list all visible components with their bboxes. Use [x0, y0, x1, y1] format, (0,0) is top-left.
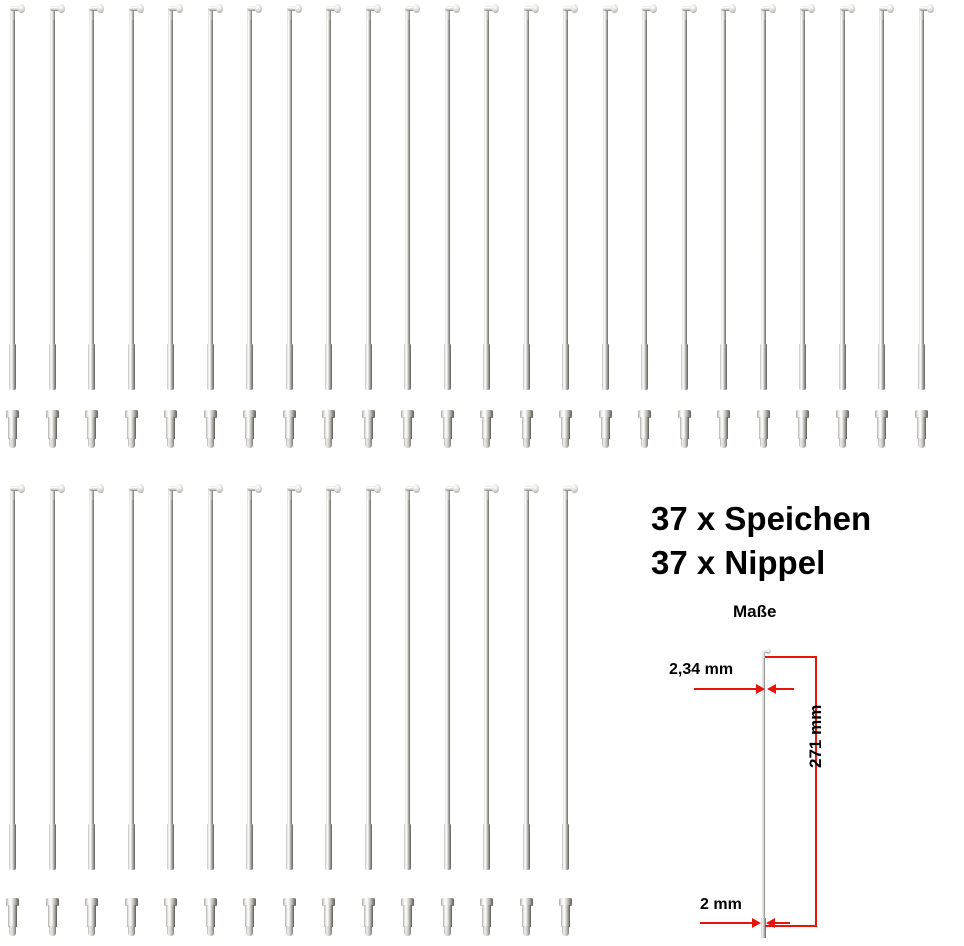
- nipple: [401, 410, 414, 448]
- spoke-thread: [246, 344, 253, 390]
- nipple-tip: [523, 438, 530, 448]
- nipple-body: [917, 417, 926, 439]
- spoke: [48, 4, 57, 390]
- nipple: [85, 898, 98, 936]
- nipple-tip: [246, 926, 253, 936]
- spoke-head-icon: [58, 484, 65, 493]
- nipple-tip: [325, 926, 332, 936]
- nipple-body: [443, 417, 452, 439]
- dimension-label-length: 271 mm: [806, 704, 825, 768]
- spoke-thread: [88, 344, 95, 390]
- nipple: [362, 410, 375, 448]
- spoke-shaft: [326, 14, 331, 390]
- spoke-shaft: [405, 14, 410, 390]
- spoke-head-icon: [690, 4, 697, 13]
- nipple-body: [561, 905, 570, 927]
- spoke-shaft: [762, 658, 765, 923]
- spoke-head-icon: [769, 4, 776, 13]
- spoke-shaft: [287, 494, 292, 870]
- spoke-head-icon: [374, 484, 381, 493]
- nipple-body: [482, 905, 491, 927]
- dimension-line-head-offset: [694, 688, 756, 690]
- spoke-shaft: [10, 14, 15, 390]
- spoke-thread: [404, 344, 411, 390]
- spoke: [87, 4, 96, 390]
- spoke-head-icon: [176, 484, 183, 493]
- dimension-line-thread: [700, 922, 756, 924]
- spoke: [48, 484, 57, 870]
- spoke-shaft: [642, 14, 647, 390]
- spoke-head-icon: [571, 4, 578, 13]
- nipple: [243, 898, 256, 936]
- spoke-head-icon: [374, 4, 381, 13]
- nipple-tip: [404, 438, 411, 448]
- spoke: [640, 4, 649, 390]
- nipple-tip: [839, 438, 846, 448]
- spoke-shaft: [129, 494, 134, 870]
- nipple-tip: [88, 438, 95, 448]
- spoke-head-icon: [887, 4, 894, 13]
- spoke-shaft: [563, 494, 568, 870]
- nipple: [6, 898, 19, 936]
- dimension-arrow-thread-right: [752, 918, 761, 928]
- nipple: [836, 410, 849, 448]
- spoke-thread: [286, 824, 293, 870]
- spoke-head-icon: [729, 4, 736, 13]
- nipple: [85, 410, 98, 448]
- nipple: [875, 410, 888, 448]
- spoke-thread: [167, 344, 174, 390]
- spoke-shaft: [326, 494, 331, 870]
- nipple: [757, 410, 770, 448]
- nipple-tip: [523, 926, 530, 936]
- spoke-thread: [365, 824, 372, 870]
- spoke-shaft: [287, 14, 292, 390]
- nipple-body: [324, 905, 333, 927]
- spoke-thread: [365, 344, 372, 390]
- spoke: [601, 4, 610, 390]
- spoke-thread: [483, 824, 490, 870]
- nipple-tip: [88, 926, 95, 936]
- spoke-head-icon: [571, 484, 578, 493]
- spoke: [719, 4, 728, 390]
- nipple-body: [324, 417, 333, 439]
- spoke-thread: [483, 344, 490, 390]
- nipple: [362, 898, 375, 936]
- nipple-body: [8, 417, 17, 439]
- spoke: [324, 4, 333, 390]
- nipple-body: [680, 417, 689, 439]
- spoke: [482, 484, 491, 870]
- nipple: [520, 898, 533, 936]
- spoke-thread: [128, 824, 135, 870]
- spoke-thread: [799, 344, 806, 390]
- nipple: [204, 410, 217, 448]
- nipple-body: [245, 417, 254, 439]
- measurements-label: Maße: [733, 602, 777, 621]
- spoke: [285, 4, 294, 390]
- spoke-thread: [444, 824, 451, 870]
- nipple: [322, 898, 335, 936]
- spoke-head-icon: [453, 4, 460, 13]
- spoke-thread: [562, 344, 569, 390]
- spoke-shaft: [524, 494, 529, 870]
- dimension-arrow-thread-left: [766, 918, 775, 928]
- spoke: [877, 4, 886, 390]
- spoke: [127, 4, 136, 390]
- nipple: [125, 898, 138, 936]
- nipple-body: [206, 905, 215, 927]
- spoke: [8, 4, 17, 390]
- nipple-body: [285, 905, 294, 927]
- nipple-tip: [365, 926, 372, 936]
- nipple-body: [166, 417, 175, 439]
- spoke: [166, 4, 175, 390]
- spoke-thread: [49, 344, 56, 390]
- spoke-head-icon: [295, 484, 302, 493]
- nipple-body: [245, 905, 254, 927]
- spoke: [206, 484, 215, 870]
- spoke-thread: [9, 344, 16, 390]
- spoke-head-icon: [137, 484, 144, 493]
- spoke: [482, 4, 491, 390]
- nipple: [204, 898, 217, 936]
- spoke-shaft: [366, 494, 371, 870]
- nipple-body: [87, 905, 96, 927]
- spoke-thread: [9, 824, 16, 870]
- nipple-body: [8, 905, 17, 927]
- spoke-head-icon: [216, 484, 223, 493]
- spoke-thread: [839, 344, 846, 390]
- spoke: [561, 484, 570, 870]
- spoke-head-icon: [18, 4, 25, 13]
- nipple: [638, 410, 651, 448]
- nipple-body: [443, 905, 452, 927]
- nipple: [441, 898, 454, 936]
- nipple-body: [127, 417, 136, 439]
- nipple-body: [48, 417, 57, 439]
- nipple-body: [364, 417, 373, 439]
- spoke-shaft: [445, 494, 450, 870]
- nipple-tip: [365, 438, 372, 448]
- spoke: [127, 484, 136, 870]
- spoke-head-icon: [650, 4, 657, 13]
- nipple: [283, 410, 296, 448]
- spoke-shaft: [800, 14, 805, 390]
- nipple-tip: [681, 438, 688, 448]
- spoke: [561, 4, 570, 390]
- spoke: [917, 4, 926, 390]
- nipple: [401, 898, 414, 936]
- spoke-thread: [128, 344, 135, 390]
- nipple: [283, 898, 296, 936]
- spoke: [403, 484, 412, 870]
- nipple: [322, 410, 335, 448]
- spoke-shaft: [208, 494, 213, 870]
- spoke-thread: [602, 344, 609, 390]
- spoke-thread: [88, 824, 95, 870]
- dimension-line-head-offset-inner: [776, 688, 794, 690]
- spoke-shaft: [879, 14, 884, 390]
- nipple: [164, 898, 177, 936]
- nipple: [480, 898, 493, 936]
- nipple-tip: [286, 926, 293, 936]
- spoke-shaft: [524, 14, 529, 390]
- nipple-body: [403, 905, 412, 927]
- spoke-head-icon: [334, 484, 341, 493]
- spoke: [522, 484, 531, 870]
- nipple-body: [285, 417, 294, 439]
- spoke-shaft: [50, 14, 55, 390]
- nipple-body: [364, 905, 373, 927]
- nipple-body: [482, 417, 491, 439]
- nipple: [915, 410, 928, 448]
- nipple-body: [522, 417, 531, 439]
- nipple-tip: [207, 926, 214, 936]
- product-title-spokes: 37 x Speichen: [651, 500, 872, 537]
- spoke: [443, 4, 452, 390]
- spoke-shaft: [603, 14, 608, 390]
- dimension-tick-top: [765, 656, 817, 658]
- nipple-body: [403, 417, 412, 439]
- nipple-body: [87, 417, 96, 439]
- spoke-head-icon: [927, 4, 934, 13]
- nipple-tip: [720, 438, 727, 448]
- spoke-thread: [681, 344, 688, 390]
- nipple-body: [877, 417, 886, 439]
- spoke-shaft: [484, 14, 489, 390]
- nipple-body: [561, 417, 570, 439]
- nipple-tip: [444, 438, 451, 448]
- spoke: [443, 484, 452, 870]
- spoke-head-icon: [848, 4, 855, 13]
- spoke-thread: [720, 344, 727, 390]
- nipple-tip: [562, 438, 569, 448]
- spoke-shaft: [919, 14, 924, 390]
- nipple-tip: [799, 438, 806, 448]
- nipple: [678, 410, 691, 448]
- nipple-body: [601, 417, 610, 439]
- nipple: [243, 410, 256, 448]
- spoke: [522, 4, 531, 390]
- spoke-shaft: [10, 494, 15, 870]
- spoke-head-icon: [492, 4, 499, 13]
- spoke-shaft: [682, 14, 687, 390]
- dimension-line-thread-inner: [774, 922, 790, 924]
- nipple-tip: [128, 438, 135, 448]
- spoke-head-icon: [334, 4, 341, 13]
- spoke-head-icon: [453, 484, 460, 493]
- spoke-shaft: [484, 494, 489, 870]
- spoke-head-icon: [413, 4, 420, 13]
- dimension-label-thread: 2 mm: [700, 896, 742, 913]
- spoke-thread: [562, 824, 569, 870]
- nipple-tip: [641, 438, 648, 448]
- nipple-tip: [918, 438, 925, 448]
- spoke: [285, 484, 294, 870]
- nipple-tip: [562, 926, 569, 936]
- spoke-thread: [918, 344, 925, 390]
- spoke: [680, 4, 689, 390]
- spoke-shaft: [445, 14, 450, 390]
- spoke: [403, 4, 412, 390]
- spoke-shaft: [563, 14, 568, 390]
- nipple-tip: [49, 438, 56, 448]
- nipple-tip: [404, 926, 411, 936]
- nipple-tip: [286, 438, 293, 448]
- spoke: [324, 484, 333, 870]
- spoke-head-icon: [532, 4, 539, 13]
- spoke: [759, 4, 768, 390]
- spoke-shaft: [168, 14, 173, 390]
- nipple-body: [48, 905, 57, 927]
- nipple-tip: [207, 438, 214, 448]
- nipple: [599, 410, 612, 448]
- nipple-body: [640, 417, 649, 439]
- spoke-head-icon: [58, 4, 65, 13]
- nipple: [520, 410, 533, 448]
- spoke: [798, 4, 807, 390]
- spoke-head-icon: [532, 484, 539, 493]
- nipple-tip: [760, 438, 767, 448]
- spoke-thread: [523, 344, 530, 390]
- nipple-body: [166, 905, 175, 927]
- nipple-tip: [9, 926, 16, 936]
- nipple-body: [719, 417, 728, 439]
- spoke-shaft: [129, 14, 134, 390]
- spoke-thread: [49, 824, 56, 870]
- dimension-line-length: [815, 656, 817, 926]
- spoke-thread: [444, 344, 451, 390]
- nipple: [441, 410, 454, 448]
- spoke: [206, 4, 215, 390]
- nipple-body: [798, 417, 807, 439]
- nipple-tip: [602, 438, 609, 448]
- product-title-nipples: 37 x Nippel: [651, 544, 826, 581]
- spoke-head-icon: [137, 4, 144, 13]
- spoke: [364, 484, 373, 870]
- spoke-shaft: [247, 14, 252, 390]
- spoke: [87, 484, 96, 870]
- dimension-label-head-offset: 2,34 mm: [669, 661, 734, 678]
- nipple-tip: [483, 926, 490, 936]
- nipple-tip: [167, 438, 174, 448]
- spoke-head-icon: [176, 4, 183, 13]
- spoke: [166, 484, 175, 870]
- spoke-shaft: [89, 14, 94, 390]
- spoke-thread: [325, 824, 332, 870]
- spoke-thread: [404, 824, 411, 870]
- nipple-tip: [878, 438, 885, 448]
- nipple: [46, 410, 59, 448]
- nipple-tip: [325, 438, 332, 448]
- nipple-body: [522, 905, 531, 927]
- spoke: [245, 484, 254, 870]
- spoke-head-icon: [97, 484, 104, 493]
- spoke-shaft: [50, 494, 55, 870]
- nipple-tip: [167, 926, 174, 936]
- spoke-thread: [207, 344, 214, 390]
- nipple: [6, 410, 19, 448]
- nipple: [480, 410, 493, 448]
- spoke-head-icon: [255, 4, 262, 13]
- spoke-head-icon: [413, 484, 420, 493]
- spoke-shaft: [840, 14, 845, 390]
- nipple: [46, 898, 59, 936]
- dimension-arrow-head-offset-left: [767, 684, 776, 694]
- spoke-head-icon: [216, 4, 223, 13]
- spoke-thread: [641, 344, 648, 390]
- nipple: [125, 410, 138, 448]
- nipple: [559, 898, 572, 936]
- nipple: [796, 410, 809, 448]
- spoke-shaft: [89, 494, 94, 870]
- spoke-head-icon: [97, 4, 104, 13]
- nipple-tip: [9, 438, 16, 448]
- nipple: [559, 410, 572, 448]
- nipple-tip: [444, 926, 451, 936]
- spoke-head-icon: [18, 484, 25, 493]
- spoke-thread: [207, 824, 214, 870]
- spoke-shaft: [721, 14, 726, 390]
- spoke-thread: [760, 344, 767, 390]
- spoke-head-icon: [611, 4, 618, 13]
- spoke-thread: [286, 344, 293, 390]
- spoke: [8, 484, 17, 870]
- spoke-shaft: [247, 494, 252, 870]
- spoke-shaft: [761, 14, 766, 390]
- nipple-tip: [49, 926, 56, 936]
- nipple-tip: [246, 438, 253, 448]
- nipple: [164, 410, 177, 448]
- spoke-thread: [523, 824, 530, 870]
- spoke-head-icon: [808, 4, 815, 13]
- nipple-tip: [483, 438, 490, 448]
- spoke-head-icon: [255, 484, 262, 493]
- spoke-head-icon: [295, 4, 302, 13]
- dimension-arrow-head-offset-right: [756, 684, 765, 694]
- spoke-head-icon: [492, 484, 499, 493]
- spoke-thread: [325, 344, 332, 390]
- nipple-body: [206, 417, 215, 439]
- nipple: [717, 410, 730, 448]
- spoke: [364, 4, 373, 390]
- spoke-thread: [167, 824, 174, 870]
- spoke-shaft: [168, 494, 173, 870]
- spoke-thread: [246, 824, 253, 870]
- nipple-body: [127, 905, 136, 927]
- spoke-shaft: [366, 14, 371, 390]
- nipple-tip: [128, 926, 135, 936]
- spoke-shaft: [405, 494, 410, 870]
- spoke-shaft: [208, 14, 213, 390]
- spoke: [245, 4, 254, 390]
- spoke: [838, 4, 847, 390]
- nipple-body: [838, 417, 847, 439]
- nipple-body: [759, 417, 768, 439]
- spoke-thread: [878, 344, 885, 390]
